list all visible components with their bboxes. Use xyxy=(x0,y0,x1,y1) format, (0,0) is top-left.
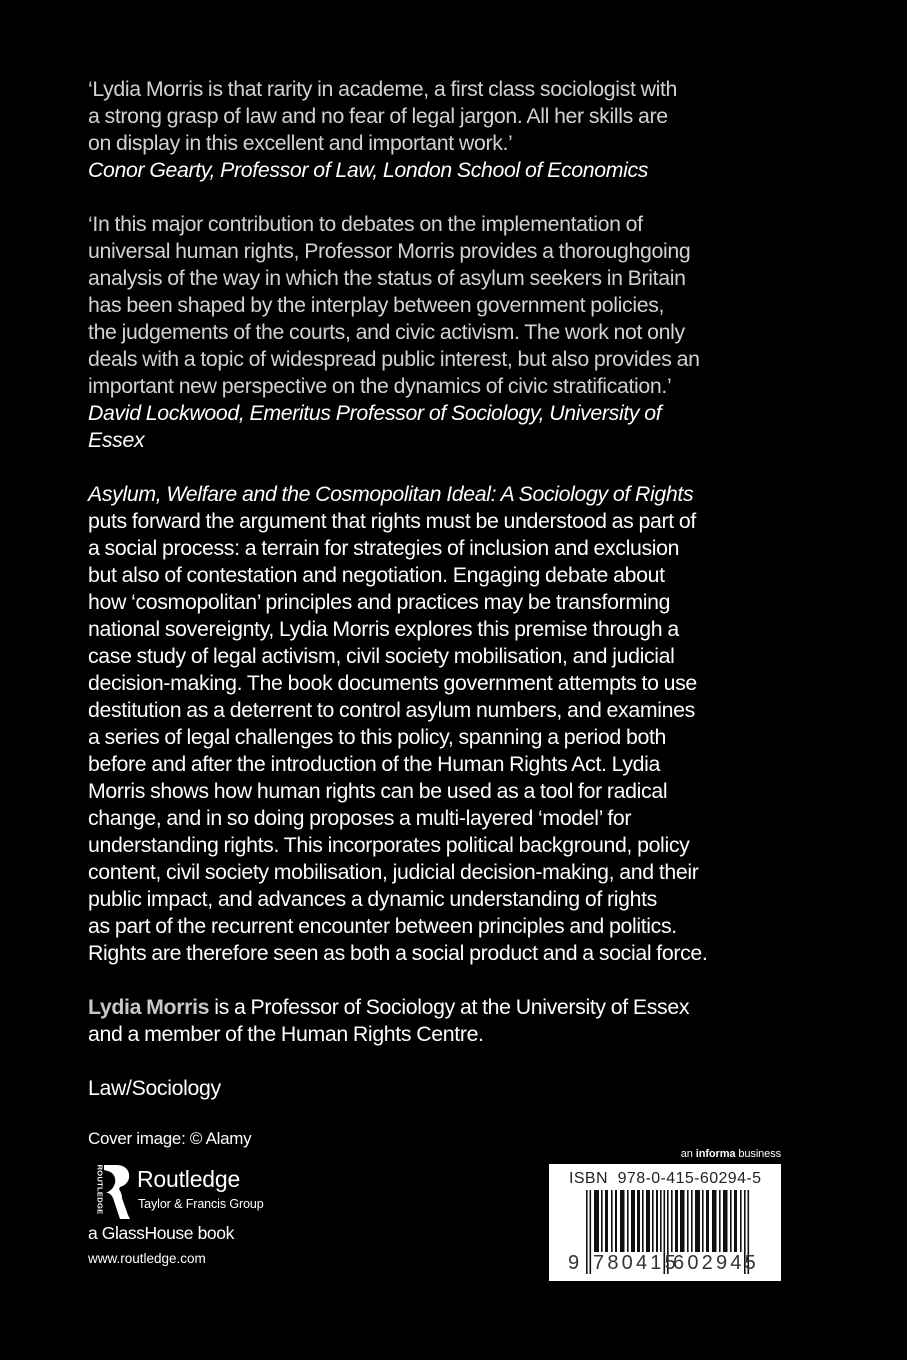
quote-line: on display in this excellent and important work.’ xyxy=(88,131,513,155)
description-line: understanding rights. This incorporates political background, policy xyxy=(88,833,690,857)
publisher-website: www.routledge.com xyxy=(88,1251,206,1266)
quote-attribution: David Lockwood, Emeritus Professor of Sociology, University of xyxy=(88,401,662,425)
routledge-logo-icon xyxy=(88,1165,130,1219)
routledge-r-profile-icon xyxy=(102,1165,132,1219)
author-bio-text: is a Professor of Sociology at the University of Essex xyxy=(209,995,690,1019)
barcode-left-digits: 780415 xyxy=(593,1252,679,1274)
quote-line: a strong grasp of law and no fear of legal jargon. All her skills are xyxy=(88,104,668,128)
author-bio xyxy=(88,994,808,1048)
author-bio-line xyxy=(88,994,808,1021)
publisher-block xyxy=(88,1165,308,1275)
informa-tagline xyxy=(681,1148,781,1161)
description-line: before and after the introduction of the Human Rights Act. Lydia xyxy=(88,752,661,776)
imprint-label: a GlassHouse book xyxy=(88,1223,234,1243)
book-title: Asylum, Welfare and the Cosmopolitan Ideal: A Sociology of Rights xyxy=(88,482,694,506)
description-line: content, civil society mobilisation, judicial decision-making, and their xyxy=(88,860,699,884)
description-line: how ‘cosmopolitan’ principles and practices may be transforming xyxy=(88,590,671,614)
barcode-right-digits: 602945 xyxy=(673,1252,759,1274)
endorsement-quote-2 xyxy=(88,211,808,454)
routledge-vertical-wordmark: ROUTLEDGE xyxy=(95,1164,105,1215)
description-line: national sovereignty, Lydia Morris explores this premise through a xyxy=(88,617,679,641)
description-line: decision-making. The book documents government attempts to use xyxy=(88,671,697,695)
description-line: a series of legal challenges to this policy, spanning a period both xyxy=(88,725,667,749)
quote-line: universal human rights, Professor Morris provides a thoroughgoing xyxy=(88,239,691,263)
description-line: public impact, and advances a dynamic understanding of rights xyxy=(88,887,657,911)
publisher-name: Routledge xyxy=(137,1166,241,1192)
isbn-barcode xyxy=(549,1164,781,1281)
quote-line: deals with a topic of widespread public interest, but also provides an xyxy=(88,347,700,371)
informa-prefix: an xyxy=(680,1148,696,1160)
quote-line: the judgements of the courts, and civic activism. The work not only xyxy=(88,320,685,344)
description-line: as part of the recurrent encounter between principles and politics. xyxy=(88,914,677,938)
description-line: change, and in so doing proposes a multi-layered ‘model’ for xyxy=(88,806,632,830)
description-line: Rights are therefore seen as both a social product and a social force. xyxy=(88,941,708,965)
publisher-group: Taylor & Francis Group xyxy=(138,1197,264,1211)
informa-suffix: business xyxy=(735,1148,781,1160)
subject-label: Law/Sociology xyxy=(88,1076,221,1100)
endorsement-quote-1 xyxy=(88,76,808,184)
description-line: case study of legal activism, civil society mobilisation, and judicial xyxy=(88,644,675,668)
quote-attribution: Essex xyxy=(88,428,145,452)
quote-attribution: Conor Gearty, Professor of Law, London School of Economics xyxy=(88,158,649,182)
quote-line: ‘Lydia Morris is that rarity in academe, a first class sociologist with xyxy=(88,77,678,101)
informa-brand: informa xyxy=(695,1148,736,1160)
cover-credit: Cover image: © Alamy xyxy=(88,1129,252,1148)
description-line: puts forward the argument that rights must be understood as part of xyxy=(88,509,696,533)
quote-line: ‘In this major contribution to debates on the implementation of xyxy=(88,212,643,236)
author-bio-line: and a member of the Human Rights Centre. xyxy=(88,1022,484,1046)
isbn-label: ISBN 978-0-415-60294-5 xyxy=(569,1170,762,1187)
book-description xyxy=(88,481,808,967)
author-name: Lydia Morris xyxy=(88,995,210,1019)
subject-category xyxy=(88,1075,808,1102)
description-line: Morris shows how human rights can be used as a tool for radical xyxy=(88,779,668,803)
quote-line: has been shaped by the interplay between government policies, xyxy=(88,293,665,317)
description-line: a social process: a terrain for strategies of inclusion and exclusion xyxy=(88,536,680,560)
description-line: but also of contestation and negotiation. Engaging debate about xyxy=(88,563,665,587)
quote-line: important new perspective on the dynamics of civic stratification.’ xyxy=(88,374,672,398)
description-line: destitution as a deterrent to control asylum numbers, and examines xyxy=(88,698,695,722)
barcode-first-digit: 9 xyxy=(568,1252,583,1274)
quote-line: analysis of the way in which the status of asylum seekers in Britain xyxy=(88,266,686,290)
